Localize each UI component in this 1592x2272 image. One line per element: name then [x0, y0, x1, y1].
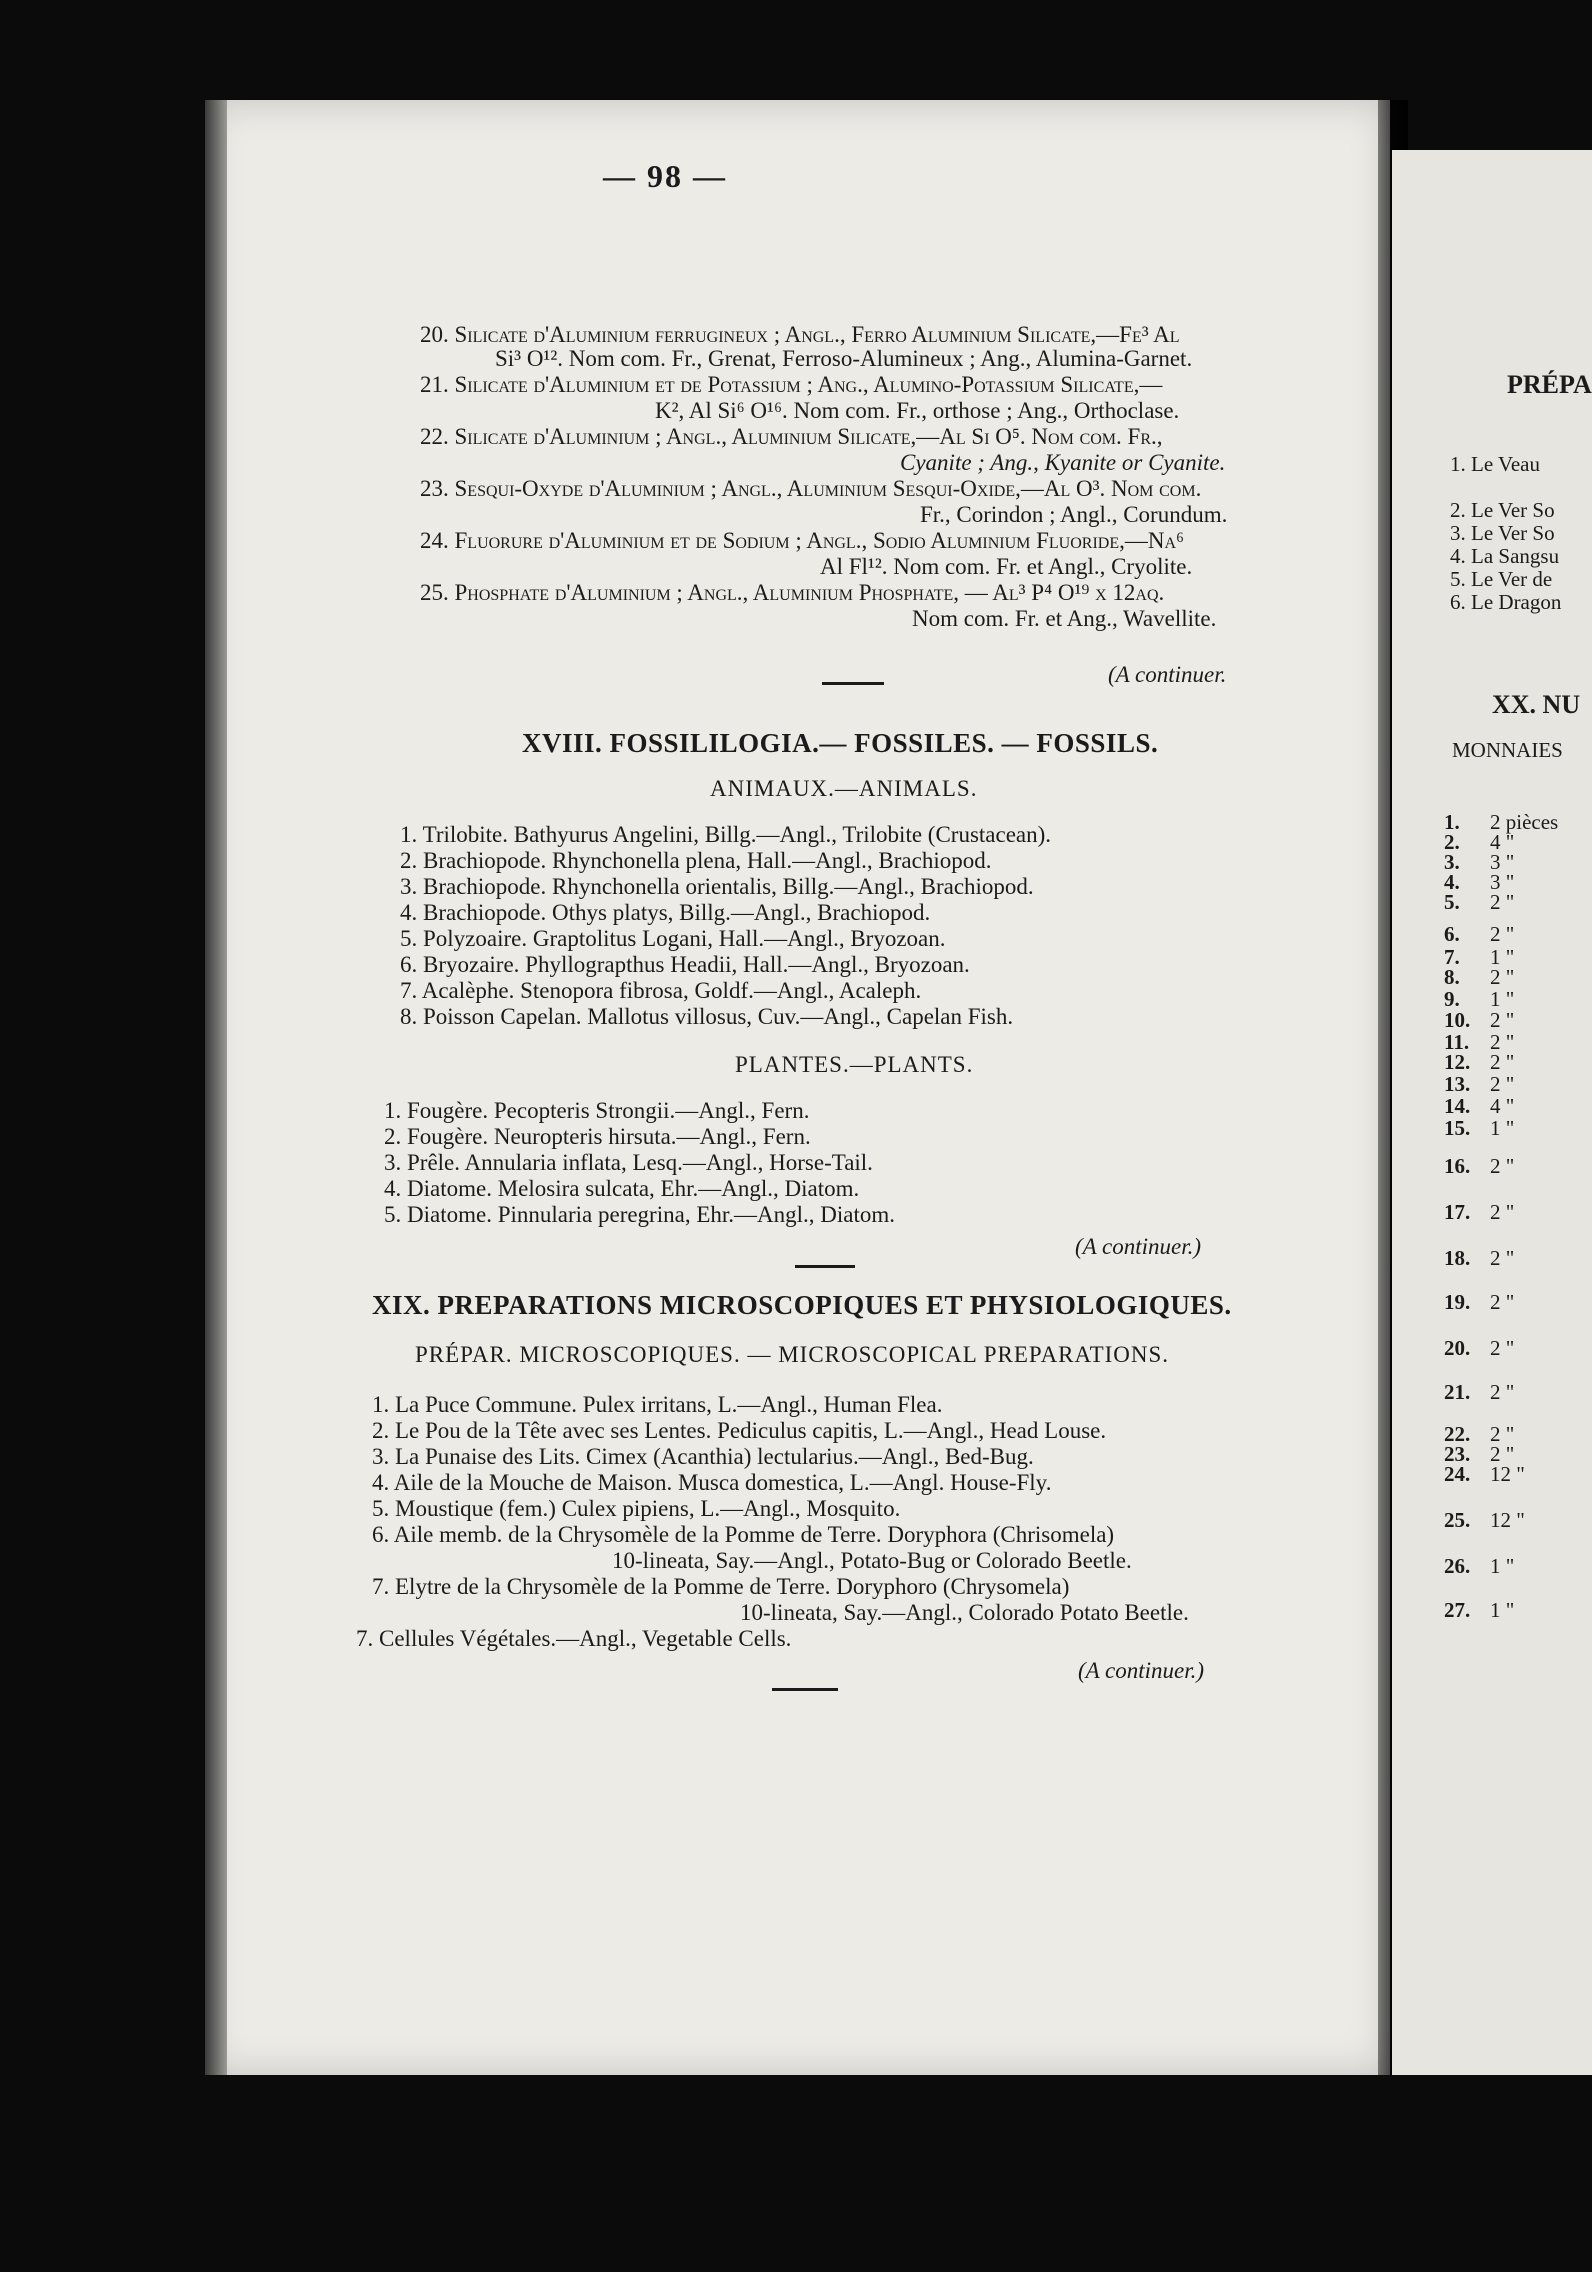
- divider-rule: [822, 682, 884, 685]
- subsection-heading: PRÉPAR. MICROSCOPIQUES. — MICROSCOPICAL PREPARATIONS.: [415, 1342, 1170, 1367]
- coin-row-number: 2.: [1444, 830, 1460, 854]
- coin-row-quantity: 2 ": [1490, 1050, 1515, 1074]
- list-item-continued: Al Fl¹². Nom com. Fr. et Angl., Cryolite.: [820, 554, 1193, 579]
- list-item-continued: Nom com. Fr. et Ang., Wavellite.: [912, 606, 1217, 631]
- list-item-continued: Cyanite ; Ang., Kyanite or Cyanite.: [900, 450, 1226, 475]
- list-item: 3. Prêle. Annularia inflata, Lesq.—Angl., Horse-Tail.: [384, 1150, 873, 1175]
- coin-row-number: 25.: [1444, 1508, 1471, 1532]
- list-item: 23. Sesqui-Oxyde d'Aluminium ; Angl., Aluminium Sesqui-Oxide,—Al O³. Nom com.: [420, 476, 1202, 501]
- coin-row-number: 19.: [1444, 1290, 1471, 1314]
- coin-row-number: 17.: [1444, 1200, 1471, 1224]
- list-item: 3. La Punaise des Lits. Cimex (Acanthia) lectularius.—Angl., Bed-Bug.: [372, 1444, 1034, 1469]
- coin-row-quantity: 2 ": [1490, 1072, 1515, 1096]
- coin-row-number: 26.: [1444, 1554, 1471, 1578]
- coin-row-quantity: 2 ": [1490, 1200, 1515, 1224]
- coin-row-number: 7.: [1444, 945, 1460, 969]
- continue-note: (A continuer.): [1078, 1658, 1205, 1683]
- list-item: 4. Diatome. Melosira sulcata, Ehr.—Angl., Diatom.: [384, 1176, 860, 1201]
- coin-row-quantity: 2 ": [1490, 1380, 1515, 1404]
- coin-row-quantity: 4 ": [1490, 1094, 1515, 1118]
- coin-row-quantity: 3 ": [1490, 870, 1515, 894]
- list-item: 7. Acalèphe. Stenopora fibrosa, Goldf.—Angl., Acaleph.: [400, 978, 922, 1003]
- coin-row-number: 10.: [1444, 1008, 1471, 1032]
- list-item: 7. Cellules Végétales.—Angl., Vegetable Cells.: [356, 1626, 792, 1651]
- list-item: 5. Moustique (fem.) Culex pipiens, L.—Angl., Mosquito.: [372, 1496, 901, 1521]
- coin-row-number: 11.: [1444, 1030, 1470, 1054]
- list-item: 24. Fluorure d'Aluminium et de Sodium ; Angl., Sodio Aluminium Fluoride,—Na⁶: [420, 528, 1185, 553]
- list-item: 6. Le Dragon: [1450, 590, 1562, 614]
- coin-row-number: 27.: [1444, 1598, 1471, 1622]
- coin-row-number: 8.: [1444, 965, 1460, 989]
- section-title: XIX. PREPARATIONS MICROSCOPIQUES ET PHYSIOLOGIQUES.: [372, 1290, 1232, 1320]
- coin-row-quantity: 3 ": [1490, 850, 1515, 874]
- list-item-continued: Si³ O¹². Nom com. Fr., Grenat, Ferroso-Alumineux ; Ang., Alumina-Garnet.: [495, 346, 1193, 371]
- coin-row-number: 15.: [1444, 1116, 1471, 1140]
- divider-rule: [772, 1688, 838, 1691]
- coin-row-quantity: 2 ": [1490, 1246, 1515, 1270]
- list-item: 7. Elytre de la Chrysomèle de la Pomme de Terre. Doryphoro (Chrysomela): [372, 1574, 1070, 1599]
- list-item: 2. Le Pou de la Tête avec ses Lentes. Pediculus capitis, L.—Angl., Head Louse.: [372, 1418, 1107, 1443]
- list-item: 8. Poisson Capelan. Mallotus villosus, Cuv.—Angl., Capelan Fish.: [400, 1004, 1014, 1029]
- coin-row-quantity: 1 ": [1490, 987, 1515, 1011]
- subsection-heading-fragment: MONNAIES: [1452, 738, 1563, 762]
- list-item: 5. Le Ver de: [1450, 567, 1553, 591]
- list-item: 1. La Puce Commune. Pulex irritans, L.—Angl., Human Flea.: [372, 1392, 943, 1417]
- coin-row-quantity: 1 ": [1490, 945, 1515, 969]
- coin-row-quantity: 12 ": [1490, 1462, 1525, 1486]
- coin-row-quantity: 2 ": [1490, 1008, 1515, 1032]
- list-item: 21. Silicate d'Aluminium et de Potassium ; Ang., Alumino-Potassium Silicate,—: [420, 372, 1163, 397]
- list-item: 5. Polyzoaire. Graptolitus Logani, Hall.—Angl., Bryozoan.: [400, 926, 946, 951]
- list-item: 4. La Sangsu: [1450, 544, 1560, 568]
- coin-row-number: 20.: [1444, 1336, 1471, 1360]
- list-item-continued: K², Al Si⁶ O¹⁶. Nom com. Fr., orthose ; Ang., Orthoclase.: [655, 398, 1180, 423]
- list-item: 2. Brachiopode. Rhynchonella plena, Hall.—Angl., Brachiopod.: [400, 848, 992, 873]
- coin-row-number: 4.: [1444, 870, 1460, 894]
- coin-row-quantity: 2 pièces: [1490, 810, 1559, 834]
- coin-row-number: 22.: [1444, 1422, 1471, 1446]
- list-item: 25. Phosphate d'Aluminium ; Angl., Aluminium Phosphate, — Al³ P⁴ O¹⁹ x 12aq.: [420, 580, 1165, 605]
- coin-row-quantity: 2 ": [1490, 922, 1515, 946]
- coin-row-quantity: 1 ": [1490, 1116, 1515, 1140]
- divider-rule: [795, 1265, 855, 1268]
- list-item: 6. Bryozaire. Phyllograpthus Headii, Hall.—Angl., Bryozoan.: [400, 952, 970, 977]
- coin-row-quantity: 2 ": [1490, 1154, 1515, 1178]
- list-item: 4. Brachiopode. Othys platys, Billg.—Angl., Brachiopod.: [400, 900, 931, 925]
- continue-note: (A continuer.: [1108, 662, 1227, 687]
- coin-row-number: 14.: [1444, 1094, 1471, 1118]
- subsection-heading: PLANTES.—PLANTS.: [735, 1052, 974, 1077]
- list-item: 22. Silicate d'Aluminium ; Angl., Aluminium Silicate,—Al Si O⁵. Nom com. Fr.,: [420, 424, 1163, 449]
- list-item-continued: 10-lineata, Say.—Angl., Potato-Bug or Colorado Beetle.: [612, 1548, 1132, 1573]
- coin-row-number: 9.: [1444, 987, 1460, 1011]
- coin-row-quantity: 2 ": [1490, 1336, 1515, 1360]
- coin-row-quantity: 1 ": [1490, 1554, 1515, 1578]
- list-item-continued: 10-lineata, Say.—Angl., Colorado Potato Beetle.: [740, 1600, 1189, 1625]
- coin-row-number: 13.: [1444, 1072, 1471, 1096]
- list-item: 3. Le Ver So: [1450, 521, 1555, 545]
- coin-row-number: 3.: [1444, 850, 1460, 874]
- coin-row-number: 1.: [1444, 810, 1460, 834]
- list-item: 1. Le Veau: [1450, 452, 1540, 476]
- coin-row-number: 5.: [1444, 890, 1460, 914]
- coin-row-quantity: 1 ": [1490, 1598, 1515, 1622]
- coin-row-quantity: 4 ": [1490, 830, 1515, 854]
- list-item: 6. Aile memb. de la Chrysomèle de la Pomme de Terre. Doryphora (Chrisomela): [372, 1522, 1115, 1547]
- list-item: 2. Fougère. Neuropteris hirsuta.—Angl., Fern.: [384, 1124, 811, 1149]
- coin-row-number: 6.: [1444, 922, 1460, 946]
- coin-row-quantity: 2 ": [1490, 1290, 1515, 1314]
- continue-note: (A continuer.): [1075, 1234, 1202, 1259]
- list-item: 20. Silicate d'Aluminium ferrugineux ; Angl., Ferro Aluminium Silicate,—Fe³ Al: [420, 322, 1180, 347]
- list-item: 2. Le Ver So: [1450, 498, 1555, 522]
- coin-row-number: 21.: [1444, 1380, 1471, 1404]
- page-spine-edge: [205, 100, 227, 2075]
- coin-row-number: 12.: [1444, 1050, 1471, 1074]
- list-item: 4. Aile de la Mouche de Maison. Musca domestica, L.—Angl. House-Fly.: [372, 1470, 1052, 1495]
- list-item: 1. Fougère. Pecopteris Strongii.—Angl., Fern.: [384, 1098, 810, 1123]
- coin-row-quantity: 12 ": [1490, 1508, 1525, 1532]
- right-page-title-fragment: PRÉPA: [1507, 370, 1592, 399]
- page-number: — 98 —: [603, 158, 727, 194]
- section-title-fragment: XX. NU: [1492, 690, 1581, 719]
- coin-row-number: 23.: [1444, 1442, 1471, 1466]
- coin-row-quantity: 2 ": [1490, 1030, 1515, 1054]
- coin-row-quantity: 2 ": [1490, 1442, 1515, 1466]
- subsection-heading: ANIMAUX.—ANIMALS.: [710, 776, 978, 801]
- coin-row-number: 18.: [1444, 1246, 1471, 1270]
- coin-row-quantity: 2 ": [1490, 965, 1515, 989]
- right-page: [1392, 150, 1592, 2075]
- coin-row-number: 16.: [1444, 1154, 1471, 1178]
- list-item: 1. Trilobite. Bathyurus Angelini, Billg.—Angl., Trilobite (Crustacean).: [400, 822, 1052, 847]
- coin-row-quantity: 2 ": [1490, 890, 1515, 914]
- list-item: 5. Diatome. Pinnularia peregrina, Ehr.—Angl., Diatom.: [384, 1202, 895, 1227]
- section-title: XVIII. FOSSILILOGIA.— FOSSILES. — FOSSILS.: [522, 728, 1159, 758]
- list-item-continued: Fr., Corindon ; Angl., Corundum.: [920, 502, 1228, 527]
- coin-row-number: 24.: [1444, 1462, 1471, 1486]
- list-item: 3. Brachiopode. Rhynchonella orientalis, Billg.—Angl., Brachiopod.: [400, 874, 1034, 899]
- coin-row-quantity: 2 ": [1490, 1422, 1515, 1446]
